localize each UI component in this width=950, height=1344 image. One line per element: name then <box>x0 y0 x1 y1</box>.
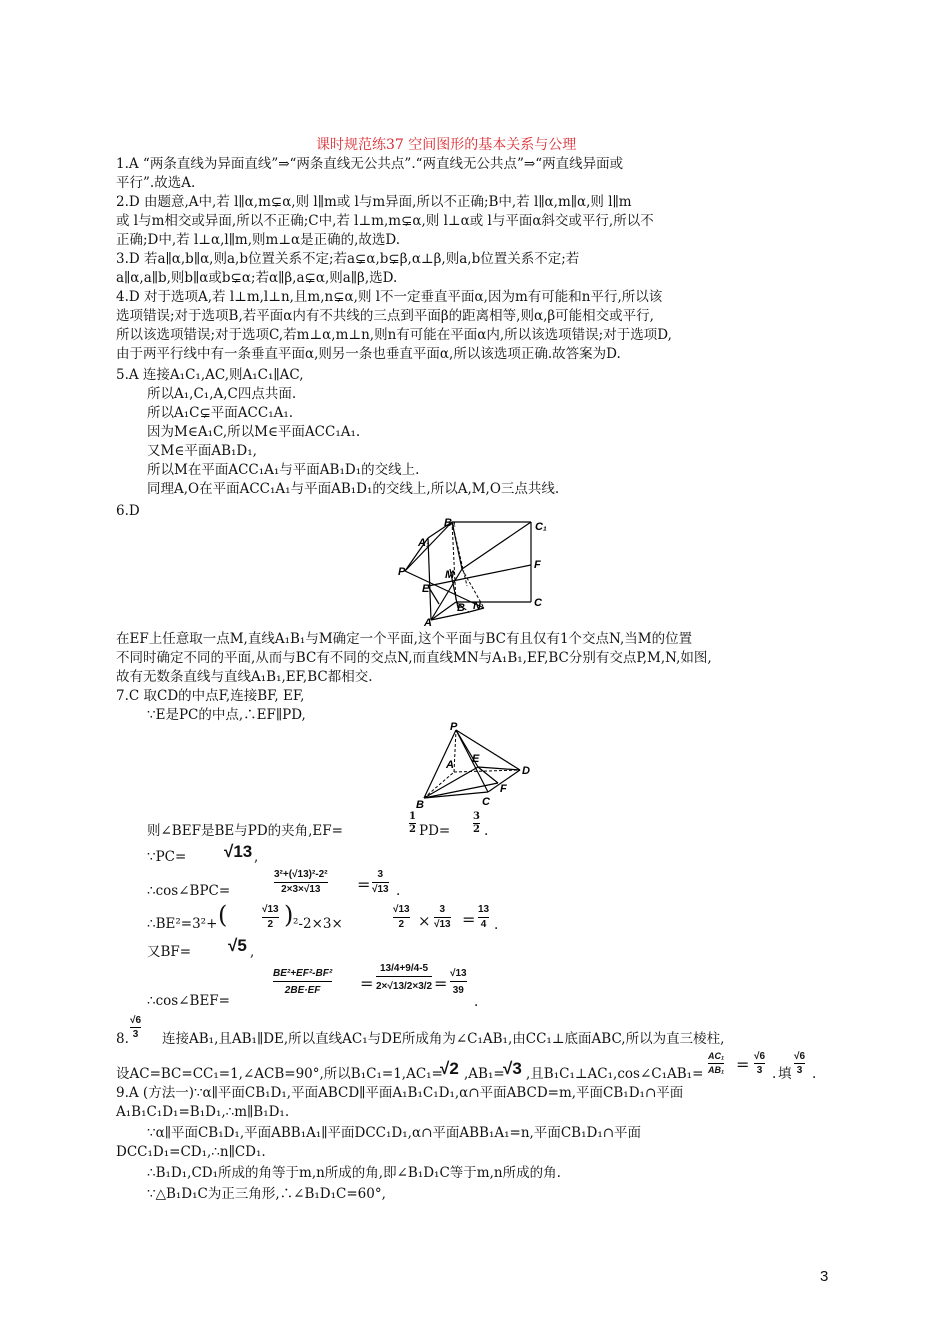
text-line: . <box>474 994 479 1010</box>
fraction: √6 3 <box>130 1015 142 1040</box>
text-line: PD= <box>419 823 451 839</box>
text-line: 所以A₁C⊊平面ACC₁A₁. <box>147 405 294 421</box>
point-label: C₁ <box>535 521 547 533</box>
text-line: 所以A₁,C₁,A,C四点共面. <box>147 386 297 402</box>
text-line: 在EF上任意取一点M,直线A₁B₁与M确定一个平面,这个平面与BC有且仅有1个交点N,当M的位置 <box>116 631 693 647</box>
text-line: 又M∈平面AB₁D₁, <box>147 443 257 459</box>
fraction: √13 39 <box>450 968 467 996</box>
point-label: M <box>445 569 455 581</box>
point-label: F <box>500 783 507 795</box>
point-label: B <box>416 799 424 811</box>
fraction: BE²+EF²-BF² 2BE·EF <box>273 968 333 996</box>
text-line: . <box>484 823 489 839</box>
text-line: ∵PC= <box>147 849 187 865</box>
text-line: 5.A 连接A₁C₁,AC,则A₁C₁∥AC, <box>116 367 304 383</box>
fraction: 3 √13 <box>372 869 389 895</box>
text-line: 设AC=BC=CC₁=1,∠ACB=90°,所以B₁C₁=1,AC₁= <box>116 1066 443 1082</box>
text-line: ²-2×3× <box>293 916 343 932</box>
page-number: 3 <box>820 1268 829 1285</box>
text-line: 选项错误;对于选项B,若平面α内有不共线的三点到平面β的距离相等,则α,β可能相交或平行, <box>116 308 654 324</box>
equals-sign: = <box>434 974 448 993</box>
equals-sign: = <box>360 974 374 993</box>
point-label: D <box>522 765 530 777</box>
point-label: A₁ <box>418 537 430 549</box>
text-line: 9.A (方法一)∵α∥平面CB₁D₁,平面ABCD∥平面A₁B₁C₁D₁,α∩平面ABCD=m,平面CB₁D₁∩平面 <box>116 1085 684 1101</box>
text-line: . <box>494 917 499 933</box>
paren: ) <box>284 901 294 929</box>
point-label: E <box>422 583 430 595</box>
radical: √3 <box>503 1059 522 1078</box>
text-line: 所以该选项错误;对于选项C,若m⊥α,m⊥n,则n有可能在平面α内,所以该选项错误;对于选项D, <box>116 327 672 343</box>
times-sign: × <box>418 912 431 930</box>
text-line: , <box>254 849 259 865</box>
text-line: ∴cos∠BPC= <box>147 883 231 899</box>
text-line: 不同时确定不同的平面,从而与BC有不同的交点N,而直线MN与A₁B₁,EF,BC分别有交点P,M,N,如图, <box>116 650 712 666</box>
page-title: 课时规范练37 空间图形的基本关系与公理 <box>316 137 577 153</box>
point-label: C <box>534 597 542 609</box>
fraction: √6 3 <box>794 1051 806 1076</box>
equals-sign: = <box>736 1055 750 1074</box>
text-line: . <box>812 1066 817 1082</box>
point-label: B₁ <box>444 517 456 529</box>
text-line: a∥α,a∥b,则b∥α或b⊊α;若α∥β,a⊊α,则a∥β,选D. <box>116 270 398 286</box>
point-label: B <box>457 602 465 614</box>
radical: √2 <box>440 1059 459 1078</box>
text-line: 正确;D中,若 l⊥α,l∥m,则m⊥α是正确的,故选D. <box>116 232 401 248</box>
text-line: 2.D 由题意,A中,若 l∥α,m⊊α,则 l∥m或 l与m异面,所以不正确;B中,若 l∥α,m∥α,则 l∥m <box>116 194 632 210</box>
radical: √13 <box>224 842 253 861</box>
text-line: 7.C 取CD的中点F,连接BF, EF, <box>116 688 305 704</box>
text-line: 同理A,O在平面ACC₁A₁与平面AB₁D₁的交线上,所以A,M,O三点共线. <box>147 481 560 497</box>
text-line: 所以M在平面ACC₁A₁与平面AB₁D₁的交线上. <box>147 462 420 478</box>
text-line: ∵E是PC的中点,∴EF∥PD, <box>147 707 306 723</box>
point-label: N <box>473 600 481 612</box>
fraction: √13 2 <box>262 904 279 930</box>
fraction: 13/4+9/4-5 2×√13/2×3/2 <box>376 963 433 992</box>
fraction: √13 2 <box>393 904 410 930</box>
fraction: 3 2 <box>473 811 480 835</box>
text-line: . <box>772 1066 777 1082</box>
text-line: 又BF= <box>147 944 192 960</box>
text-line: 4.D 对于选项A,若 l⊥m,l⊥n,且m,n⊊α,则 l不一定垂直平面α,因为m有可能和n平行,所以该 <box>116 289 663 305</box>
text-line: 或 l与m相交或异面,所以不正确;C中,若 l⊥m,m⊊α,则 l⊥α或 l与平面α斜交或平行,所以不 <box>116 213 654 229</box>
text-line: DCC₁D₁=CD₁,∴n∥CD₁. <box>116 1144 266 1160</box>
fraction: √6 3 <box>754 1051 766 1076</box>
point-label: A <box>424 617 432 628</box>
text-line: ,AB₁= <box>464 1066 505 1082</box>
text-line: A₁B₁C₁D₁=B₁D₁,∴m∥B₁D₁. <box>116 1104 290 1120</box>
text-line: , <box>250 944 255 960</box>
radical: √5 <box>228 936 247 955</box>
text-line: . <box>396 883 401 899</box>
text-line: 3.D 若a∥α,b∥α,则a,b位置关系不定;若a⊊α,b⊊β,α⊥β,则a,b位置关系不定;若 <box>116 251 580 267</box>
text-line: 填 <box>778 1066 792 1082</box>
prism-figure <box>398 516 558 628</box>
equals-sign: = <box>357 875 371 894</box>
text-line: 故有无数条直线与直线A₁B₁,EF,BC都相交. <box>116 669 373 685</box>
fraction: 1 2 <box>409 811 416 835</box>
paren: ( <box>218 901 228 929</box>
equals-sign: = <box>462 910 476 929</box>
text-line: ∵△B₁D₁C为正三角形,∴∠B₁D₁C=60°, <box>147 1186 386 1202</box>
text-line: 平行”.故选A. <box>116 175 196 191</box>
text-line: 8. <box>116 1031 129 1047</box>
point-label: F <box>534 559 541 571</box>
fraction: 13 4 <box>478 904 490 930</box>
text-line: 因为M∈A₁C,所以M∈平面ACC₁A₁. <box>147 424 361 440</box>
text-line: ∴cos∠BEF= <box>147 993 230 1009</box>
text-line: ∵α∥平面CB₁D₁,平面ABB₁A₁∥平面DCC₁D₁,α∩平面ABB₁A₁=n,平面CB₁D₁∩平面 <box>147 1125 642 1141</box>
text-line: 由于两平行线中有一条垂直平面α,则另一条也垂直平面α,所以该选项正确.故答案为D. <box>116 346 621 362</box>
fraction: 3 √13 <box>434 904 451 930</box>
point-label: E <box>472 753 480 765</box>
point-label: C <box>482 796 490 808</box>
fraction: AC₁ AB₁ <box>708 1051 725 1075</box>
text-line: 1.A “两条直线为异面直线”⇒“两条直线无公共点”.“两直线无公共点”⇒“两直线异面或 <box>116 156 624 172</box>
point-label: P <box>450 721 458 733</box>
point-label: A <box>446 759 454 771</box>
text-line: ,且B₁C₁⊥AC₁,cos∠C₁AB₁= <box>526 1066 704 1082</box>
fraction: 3²+(√13)²-2² 2×3×√13 <box>274 869 328 895</box>
text-line: 连接AB₁,且AB₁∥DE,所以直线AC₁与DE所成角为∠C₁AB₁,由CC₁⊥底面ABC,所以为直三棱柱, <box>162 1031 725 1047</box>
text-line: ∴BE²=3²+ <box>147 916 218 932</box>
point-label: P <box>398 566 406 578</box>
text-line: 则∠BEF是BE与PD的夹角,EF= <box>147 823 343 839</box>
pyramid-figure <box>412 720 538 812</box>
text-line: 6.D <box>116 503 140 519</box>
text-line: ∴B₁D₁,CD₁所成的角等于m,n所成的角,即∠B₁D₁C等于m,n所成的角. <box>147 1165 561 1181</box>
